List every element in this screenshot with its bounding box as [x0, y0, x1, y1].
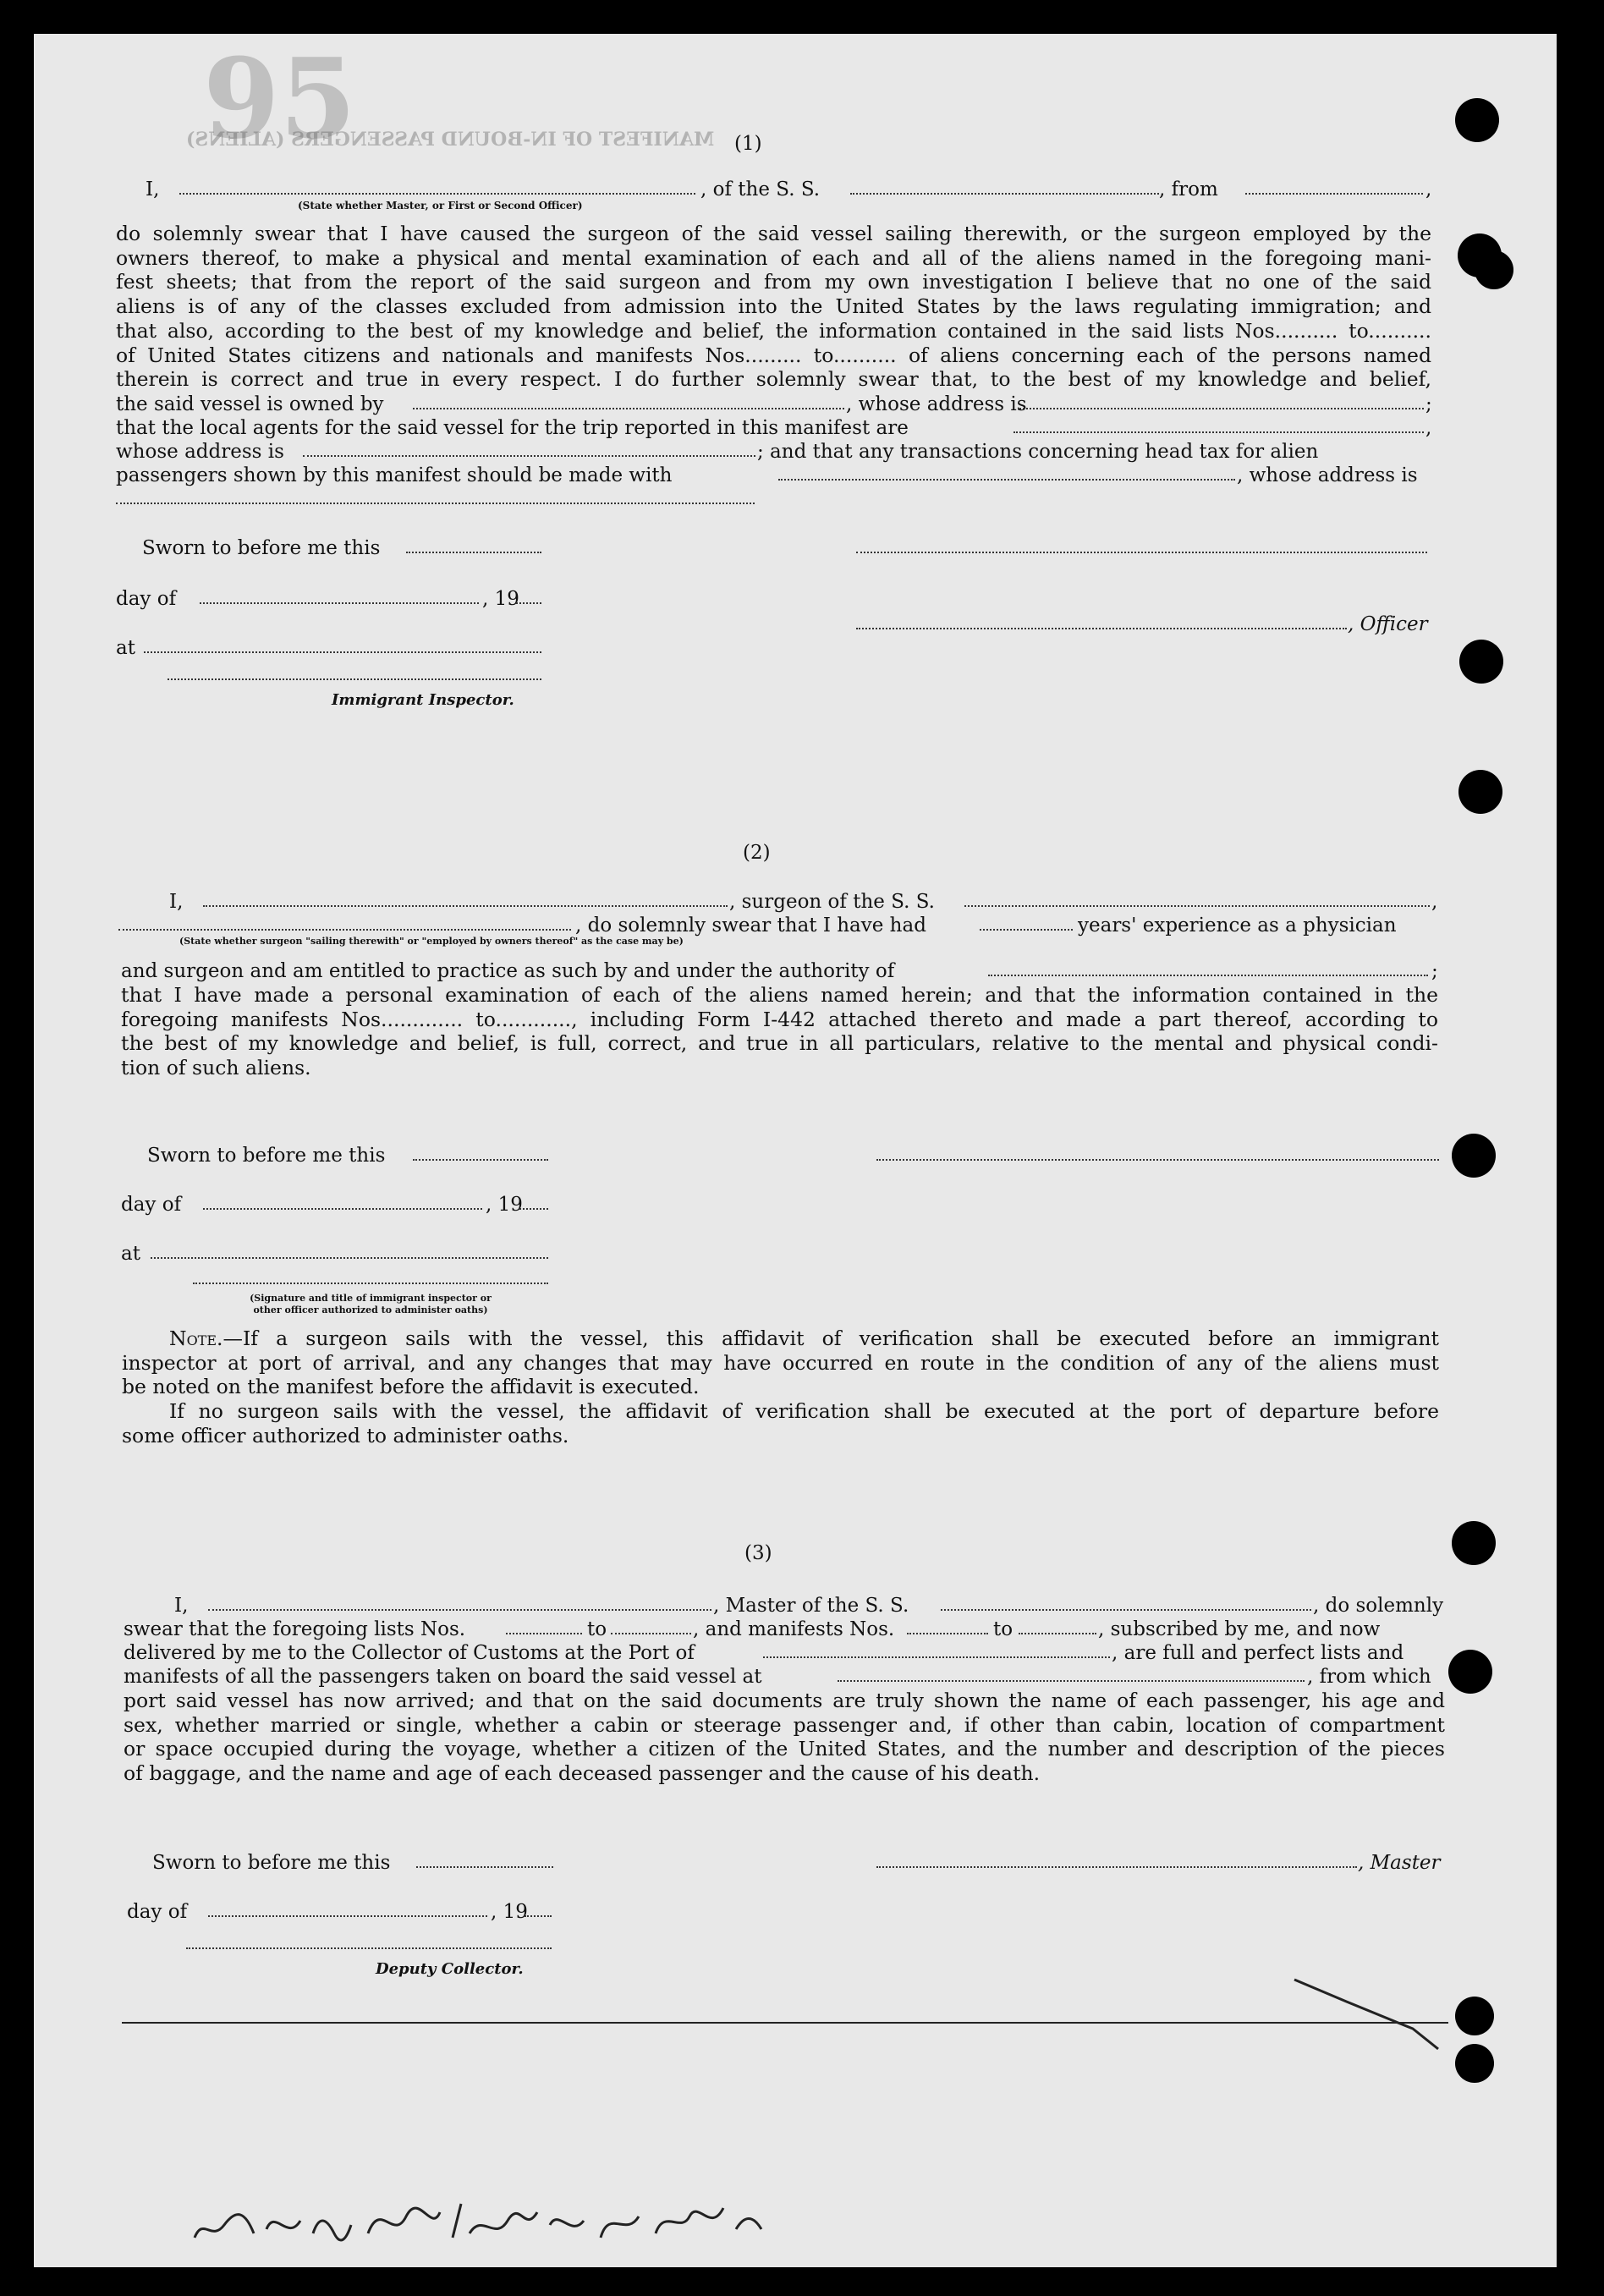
note-block-1: Note.—If a surgeon sails with the vessel, this affidavit of verification shall be executed before an immigrant inspector at port of arrival, and any changes that may have occurred en route in the condition of any of the aliens must be noted on the manifest before the affidavit is executed.: [122, 1327, 1439, 1399]
s2-solemnly-swear-text: , do solemnly swear that I have had: [575, 915, 926, 937]
s3-collector-port-label: delivered by me to the Collector of Customs at the Port of: [124, 1642, 695, 1664]
s2-day-blank: [203, 1208, 482, 1210]
s2-signature-blank: [876, 1159, 1439, 1161]
s1-agents-end: ,: [1425, 417, 1432, 439]
punch-hole: [1455, 98, 1499, 142]
s1-owner-blank: [413, 408, 844, 409]
s3-i-label: I,: [174, 1595, 189, 1617]
s3-swear-lists-label: swear that the foregoing lists Nos.: [124, 1618, 466, 1640]
s1-day-blank: [200, 602, 479, 604]
s2-surgeon-of-ss-label: , surgeon of the S. S.: [729, 891, 935, 913]
s3-lists-to-label: to: [587, 1618, 607, 1640]
s1-local-agents-label: that the local agents for the said vessel for the trip reported in this manifest are: [116, 417, 909, 439]
s1-passengers-address-blank: [116, 503, 755, 504]
s3-from-which-text: , from which: [1307, 1666, 1431, 1688]
s1-line1-end: ,: [1425, 179, 1432, 200]
s3-master-label: , Master: [1358, 1852, 1441, 1874]
s3-do-solemnly-text: , do solemnly: [1313, 1595, 1444, 1617]
note-label: Note.: [169, 1327, 223, 1350]
s1-owned-by-label: the said vessel is owned by: [116, 393, 384, 415]
s1-head-tax-blank: [778, 479, 1235, 481]
s1-inspector-label: Immigrant Inspector.: [332, 691, 514, 709]
s3-lists-to-blank: [611, 1633, 691, 1634]
bottom-rule: [122, 2022, 1448, 2024]
s1-day-of-label: day of: [116, 588, 177, 610]
s1-name-blank: [179, 193, 695, 195]
punch-hole: [1452, 1521, 1496, 1565]
note-block-2: If no surgeon sails with the vessel, the affidavit of verification shall be executed at the port of departure before some officer authorized to administer oaths.: [122, 1399, 1439, 1447]
s2-sworn-label: Sworn to before me this: [147, 1145, 386, 1167]
s1-owner-address-blank: [1019, 408, 1424, 409]
s3-manifests-to-blank: [1019, 1633, 1096, 1634]
punch-hole: [1458, 770, 1502, 814]
s2-authority-end: ;: [1431, 960, 1438, 982]
s3-full-perfect-text: , are full and perfect lists and: [1112, 1642, 1404, 1664]
s2-at-blank: [151, 1257, 548, 1259]
s1-i-label: I,: [146, 179, 160, 200]
s3-master-of-ss-label: , Master of the S. S.: [713, 1595, 909, 1617]
s3-manifests-from-blank: [907, 1633, 988, 1634]
s2-day-of-label: day of: [121, 1194, 182, 1216]
s3-day-blank: [208, 1915, 487, 1917]
s1-officer-label: , Officer: [1348, 613, 1428, 635]
s1-head-tax-text: ; and that any transactions concerning head tax for alien: [757, 441, 1319, 463]
bleed-through-mark: 95: [203, 34, 356, 163]
s1-signature-blank: [856, 552, 1427, 553]
s3-vessel-blank: [941, 1609, 1311, 1611]
s3-departure-port-blank: [838, 1680, 1305, 1682]
s2-vessel-blank: [964, 905, 1430, 907]
punch-hole: [1455, 1997, 1494, 2035]
s3-lists-from-blank: [506, 1633, 582, 1634]
section-3-number: (3): [744, 1542, 772, 1564]
s1-of-ss-label: , of the S. S.: [700, 179, 821, 200]
s1-whose-address-label: whose address is: [116, 441, 284, 463]
s2-year-blank: [519, 1208, 548, 1210]
s2-years-experience-text: years' experience as a physician: [1078, 915, 1397, 937]
s1-year-blank: [516, 602, 541, 604]
s2-authority-text: and surgeon and am entitled to practice as such by and under the authority of: [121, 960, 895, 982]
s1-sworn-blank: [406, 552, 541, 553]
punch-hole: [1459, 640, 1503, 684]
s3-collector-label: Deputy Collector.: [376, 1960, 524, 1978]
section-2-number: (2): [743, 842, 771, 864]
s1-inspector-blank: [168, 678, 541, 680]
s3-subscribed-text: , subscribed by me, and now: [1098, 1618, 1381, 1640]
s2-at-label: at: [121, 1243, 140, 1265]
s1-owner-address-label: , whose address is: [846, 393, 1027, 415]
s2-line1-end: ,: [1431, 891, 1438, 913]
s2-year-label: , 19: [486, 1194, 523, 1216]
s2-authority-blank: [988, 975, 1428, 976]
s1-vessel-blank: [850, 193, 1159, 195]
punch-hole: [1452, 1134, 1496, 1178]
s1-at-blank: [144, 651, 541, 653]
pen-stroke: [1286, 1971, 1455, 2056]
s1-at-label: at: [116, 637, 135, 659]
pen-stroke-path: [1294, 1980, 1438, 2049]
s3-year-blank: [525, 1915, 552, 1917]
s3-name-blank: [208, 1609, 711, 1611]
s1-passengers-address-label: , whose address is: [1237, 464, 1418, 486]
section-1-number: (1): [734, 133, 762, 155]
s3-collector-blank: [186, 1947, 552, 1949]
punch-hole: [1455, 2044, 1494, 2083]
s2-name-blank: [203, 905, 728, 907]
s1-passengers-label: passengers shown by this manifest should be made with: [116, 464, 673, 486]
s2-i-label: I,: [169, 891, 184, 913]
punch-hole: [1475, 250, 1513, 289]
s2-body: that I have made a personal examination of each of the aliens named herein; and that the information contained in the foregoing manifests Nos............. to............, including Form I-442 attached thereto and made a part thereof, according to the best of my knowledge and belief, is full, correct, and true in all particulars, relative to the mental and physical condi- tion of such aliens.: [121, 983, 1438, 1080]
s3-manifests-to-label: to: [993, 1618, 1013, 1640]
s2-years-blank: [980, 929, 1073, 931]
s1-year-label: , 19: [482, 588, 519, 610]
bleed-through-header: MANIFEST OF IN-BOUND PASSENGERS (ALIENS): [186, 129, 715, 151]
s3-port-blank: [763, 1656, 1110, 1658]
s3-day-of-label: day of: [127, 1901, 188, 1923]
s3-sworn-blank: [416, 1866, 553, 1868]
s3-master-signature-blank: [876, 1866, 1357, 1868]
s2-surgeon-type-blank: [118, 929, 571, 931]
s2-sig-note: (Signature and title of immigrant inspector or other officer authorized to administer oaths): [250, 1293, 492, 1316]
s1-body: do solemnly swear that I have caused the surgeon of the said vessel sailing therewith, or the surgeon employed by the owners thereof, to make a physical and mental examination of each and all of the aliens named in the foregoing mani- fest sheets; that from the report of the said surgeon and from my own investigation I believe that no one of the said aliens is of any of the classes excluded from admission into the United States by the laws regulating immigration; and that also, according to the best of my knowledge and belief, the information contained in the said lists Nos.......... to.......... of United States citizens and nationals and manifests Nos......... to.......... of aliens concerning each of the persons named therein is correct and true in every respect. I do further solemnly swear that, to the best of my knowledge and belief,: [116, 222, 1431, 392]
s2-under-note: (State whether surgeon "sailing therewith" or "employed by owners thereof" as the case may be): [179, 936, 684, 947]
s3-body: port said vessel has now arrived; and that on the said documents are truly shown the name of each passenger, his age and sex, whether married or single, whether a cabin or steerage passenger and, if other than cabin, location of compartment or space occupied during the voyage, whether a citizen of the United States, and the number and description of the pieces of baggage, and the name and age of each deceased passenger and the cause of his death.: [124, 1689, 1445, 1786]
s2-sworn-blank: [413, 1159, 548, 1161]
handwritten-annotation: [186, 2191, 795, 2259]
s1-from-label: , from: [1159, 179, 1218, 200]
s1-owned-end: ;: [1425, 393, 1432, 415]
s2-inspector-blank: [193, 1283, 548, 1284]
s1-sworn-label: Sworn to before me this: [142, 537, 381, 559]
s3-year-label: , 19: [491, 1901, 528, 1923]
s3-manifests-label: , and manifests Nos.: [693, 1618, 895, 1640]
s1-agents-blank: [1013, 431, 1424, 433]
s3-taken-on-board-label: manifests of all the passengers taken on board the said vessel at: [124, 1666, 762, 1688]
s1-from-blank: [1245, 193, 1423, 195]
s1-agents-address-blank: [303, 455, 755, 457]
s1-officer-blank: [856, 628, 1347, 629]
document-page: [34, 34, 1557, 2267]
punch-hole: [1448, 1650, 1492, 1694]
s3-sworn-label: Sworn to before me this: [152, 1852, 391, 1874]
s1-under-note: (State whether Master, or First or Second Officer): [298, 200, 583, 211]
